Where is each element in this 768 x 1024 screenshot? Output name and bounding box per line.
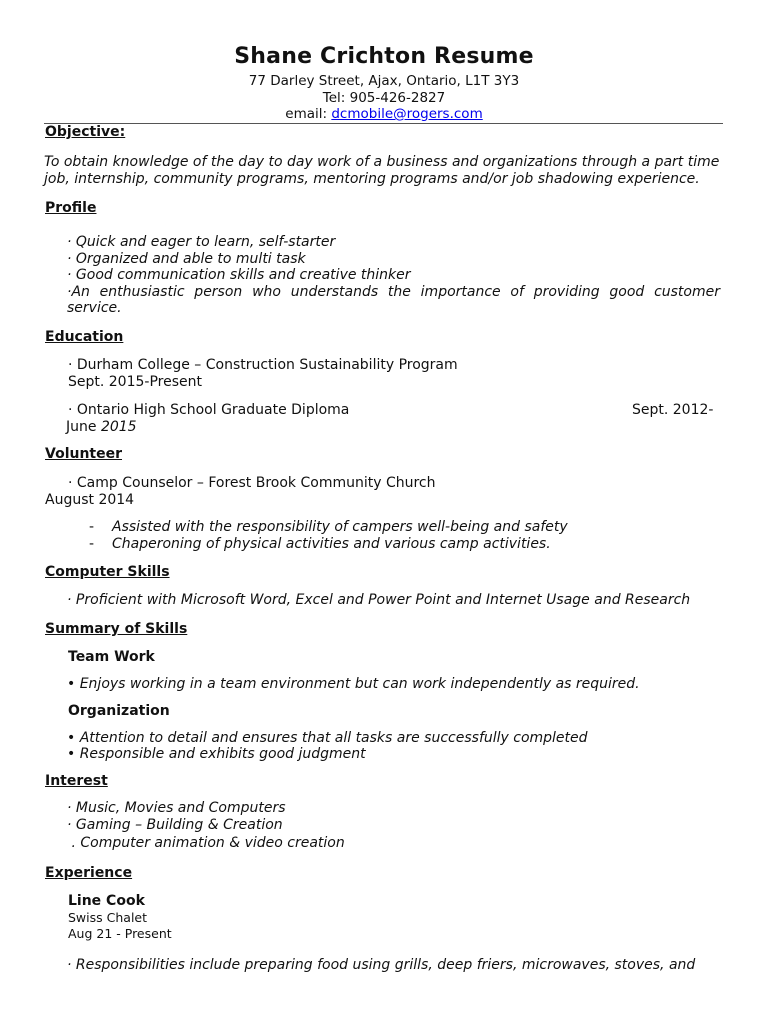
profile-item: · Good communication skills and creative thinker (67, 267, 411, 283)
volunteer-duty: Assisted with the responsibility of campers well-being and safety (112, 519, 568, 535)
email-link[interactable]: dcmobile@rogers.com (331, 106, 483, 122)
experience-heading: Experience (45, 865, 133, 881)
resume-title: Shane Crichton Resume (234, 44, 534, 69)
job-responsibility: · Responsibilities include preparing food using grills, deep friers, microwaves, stoves, and (67, 957, 696, 973)
summary-heading: Summary of Skills (45, 621, 188, 637)
organization-item: • Responsible and exhibits good judgment (67, 746, 366, 762)
list-dash: - (89, 536, 95, 552)
computer-skills-item: · Proficient with Microsoft Word, Excel and Power Point and Internet Usage and Research (67, 592, 691, 608)
education-entry-date-continuation: June 2015 (66, 419, 137, 435)
volunteer-heading: Volunteer (45, 446, 123, 462)
interest-item: . Computer animation & video creation (67, 835, 345, 851)
objective-heading: Objective: (45, 124, 126, 140)
education-entry-date: Sept. 2015-Present (68, 374, 202, 390)
profile-item-continuation: service. (67, 300, 122, 316)
volunteer-duty: Chaperoning of physical activities and various camp activities. (112, 536, 551, 552)
education-entry-title: · Ontario High School Graduate Diploma (68, 402, 350, 418)
objective-text-line-1: To obtain knowledge of the day to day work of a business and organizations through a part time (44, 154, 720, 170)
teamwork-item: • Enjoys working in a team environment but can work independently as required. (67, 676, 640, 692)
phone-line: Tel: 905-426-2827 (322, 90, 446, 106)
objective-text-line-2: job, internship, community programs, mentoring programs and/or job shadowing experience. (44, 171, 700, 187)
address-line: 77 Darley Street, Ajax, Ontario, L1T 3Y3 (248, 73, 520, 89)
profile-item: · Quick and eager to learn, self-starter (67, 234, 336, 250)
teamwork-subheading: Team Work (68, 649, 155, 665)
header-divider (44, 123, 723, 124)
interest-item: · Music, Movies and Computers (67, 800, 286, 816)
job-title: Line Cook (68, 893, 145, 909)
organization-subheading: Organization (68, 703, 170, 719)
profile-item: ·An enthusiastic person who understands the importance of providing good customer (67, 284, 720, 300)
volunteer-date: August 2014 (45, 492, 135, 508)
profile-item: · Organized and able to multi task (67, 251, 306, 267)
computer-skills-heading: Computer Skills (45, 564, 170, 580)
list-dash: - (89, 519, 95, 535)
email-label: email: (285, 106, 332, 122)
interest-heading: Interest (45, 773, 108, 789)
volunteer-role: · Camp Counselor – Forest Brook Community Church (68, 475, 436, 491)
education-entry-date: Sept. 2012- (632, 402, 714, 418)
education-entry-title: · Durham College – Construction Sustainability Program (68, 357, 458, 373)
organization-item: • Attention to detail and ensures that all tasks are successfully completed (67, 730, 588, 746)
education-heading: Education (45, 329, 124, 345)
job-dates: Aug 21 - Present (68, 926, 172, 941)
profile-heading: Profile (45, 200, 97, 216)
job-company: Swiss Chalet (68, 910, 148, 925)
interest-item: · Gaming – Building & Creation (67, 817, 283, 833)
email-line (0, 106, 768, 122)
